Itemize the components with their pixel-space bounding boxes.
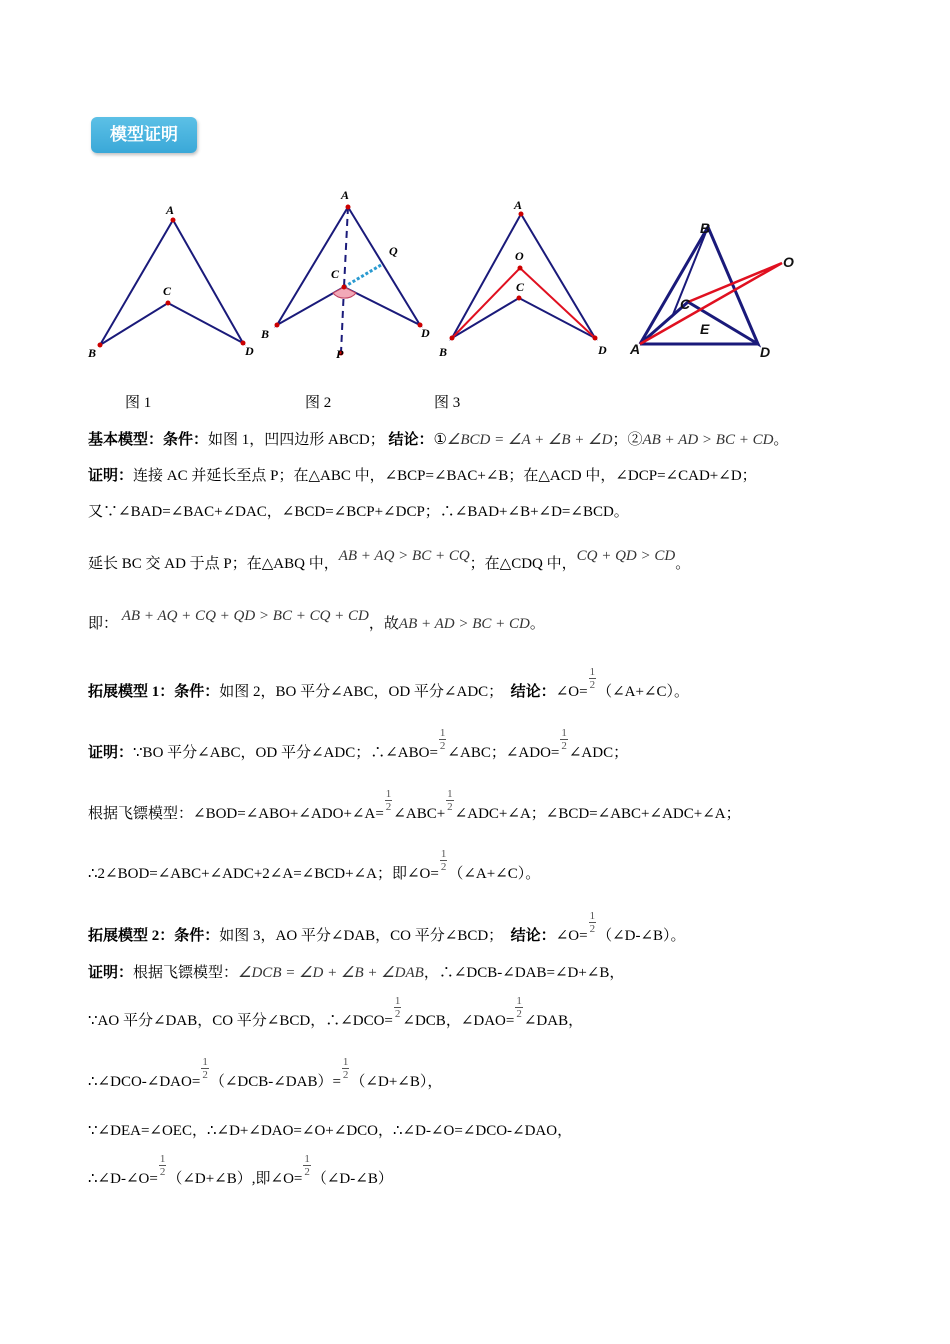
ext2-title: 拓展模型 2：条件： xyxy=(88,928,220,944)
label-c: C xyxy=(331,267,340,281)
basic-model-line xyxy=(88,428,930,449)
caption-fig2: 图 2 xyxy=(305,395,332,411)
fraction-half: $\frac{1}{2}$ xyxy=(440,848,447,874)
label-a: A xyxy=(166,203,175,217)
ext1-title-line xyxy=(88,666,930,705)
dart-abcd xyxy=(100,220,243,345)
ext2-p3-c: （∠D+∠B）， xyxy=(350,1074,443,1090)
proof4-line xyxy=(88,608,930,633)
fraction-half: $\frac{1}{2}$ xyxy=(447,788,453,814)
proof4-t3: 。 xyxy=(529,616,545,632)
label-c: C xyxy=(163,284,172,298)
fraction-half: $\frac{1}{2}$ xyxy=(516,995,522,1021)
ext1-p3-a: ∴2∠BOD=∠ABC+∠ADC+2∠A=∠BCD+∠A；即∠O= xyxy=(88,866,439,882)
dart-abcd xyxy=(277,207,420,325)
label-b: B xyxy=(439,345,448,359)
ext2-cond: 如图 3，AO 平分∠DAB，CO 平分∠BCD； xyxy=(219,928,504,944)
fraction-half: $\frac{1}{2}$ xyxy=(202,1056,208,1082)
ext1-p2-b: ∠ABC+ xyxy=(393,806,446,822)
ext2-p2-c: ∠DAB， xyxy=(523,1013,584,1029)
ext1-c-post: （∠A+∠C）。 xyxy=(597,684,689,700)
proof3-line xyxy=(88,548,930,573)
fraction-half: $\frac{1}{2}$ xyxy=(304,1153,310,1179)
ext1-proof1-line xyxy=(88,727,930,766)
proof3-m1: AB + AQ > BC + CQ xyxy=(338,548,470,564)
proof2-line xyxy=(88,500,930,521)
ext1-p1-c: ∠ADC； xyxy=(568,745,629,761)
proof1-label: 证明： xyxy=(88,468,134,484)
ext1-c-pre: ∠O= xyxy=(555,684,588,700)
fraction-half: $\frac{1}{2}$ xyxy=(589,910,596,936)
label-p: P xyxy=(336,347,344,361)
ext2-c-post: （∠D-∠B）。 xyxy=(597,928,686,944)
fraction-half: $\frac{1}{2}$ xyxy=(589,666,596,692)
label-e: E xyxy=(700,321,710,337)
label-c: C xyxy=(516,280,525,294)
label-d: D xyxy=(421,326,430,340)
basic-c1: ∠BCD = ∠A + ∠B + ∠D xyxy=(446,432,613,448)
ext2-proof4-line xyxy=(88,1119,930,1140)
ext1-p1-label: 证明： xyxy=(88,745,134,761)
proof4-m1: AB + AQ + CQ + QD > BC + CQ + CD xyxy=(121,608,369,624)
ext1-p2-c: ∠ADC+∠A；∠BCD=∠ABC+∠ADC+∠A； xyxy=(454,806,741,822)
section-badge: 模型证明 xyxy=(91,117,197,153)
fraction-half: $\frac{1}{2}$ xyxy=(561,727,567,753)
ext1-cond: 如图 2，BO 平分∠ABC，OD 平分∠ADC； xyxy=(219,684,504,700)
ext2-proof3-line xyxy=(88,1056,930,1095)
ext1-p3-b: （∠A+∠C）。 xyxy=(448,866,541,882)
ext2-p2-b: ∠DCB，∠DAO= xyxy=(402,1013,515,1029)
ext1-p1-a: ∵BO 平分∠ABC，OD 平分∠ADC；∴∠ABO= xyxy=(133,745,438,761)
label-a: A xyxy=(341,188,350,202)
figure-1 xyxy=(80,195,270,365)
proof3-t1: 延长 BC 交 AD 于点 P；在△ABQ 中， xyxy=(88,556,339,572)
ext2-p3-a: ∴∠DCO-∠DAO= xyxy=(88,1074,201,1090)
label-a: A xyxy=(514,198,523,212)
proof4-t2: ，故 xyxy=(368,616,399,632)
ext1-title: 拓展模型 1：条件： xyxy=(88,684,220,700)
label-d: D xyxy=(598,343,607,357)
label-a: A xyxy=(630,341,641,357)
ext2-proof1-line xyxy=(88,961,930,982)
label-d: D xyxy=(760,344,771,360)
basic-sep: ；② xyxy=(612,432,643,448)
basic-cond: 如图 1，凹四边形 ABCD； xyxy=(208,432,385,448)
ext2-p2-a: ∵AO 平分∠DAB，CO 平分∠BCD，∴∠DCO= xyxy=(88,1013,393,1029)
proof1-line xyxy=(88,464,930,485)
ext2-p1-a: 根据飞镖模型： xyxy=(133,965,239,981)
label-o: O xyxy=(783,254,794,270)
caption-fig1: 图 1 xyxy=(125,395,152,411)
ext1-p1-b: ∠ABC；∠ADO= xyxy=(447,745,560,761)
basic-concl-label: 结论： xyxy=(388,432,434,448)
label-o: O xyxy=(515,249,524,263)
proof3-m2: CQ + QD > CD xyxy=(576,548,676,564)
ext2-p1-m: ∠DCB = ∠D + ∠B + ∠DAB xyxy=(238,965,424,981)
proof3-t3: 。 xyxy=(675,556,691,572)
fraction-half: $\frac{1}{2}$ xyxy=(342,1056,349,1082)
figure-2 xyxy=(255,185,448,370)
basic-c1-mark: ① xyxy=(433,432,447,448)
proof3-t2: ；在△CDQ 中， xyxy=(469,556,577,572)
ext2-p3-b: （∠DCB-∠DAB）= xyxy=(209,1074,341,1090)
basic-c2: AB + AD > BC + CD xyxy=(642,432,774,448)
ext1-proof2-line xyxy=(88,788,930,827)
fraction-half: $\frac{1}{2}$ xyxy=(394,995,401,1021)
ext1-proof3-line xyxy=(88,848,930,887)
label-b: B xyxy=(700,220,711,236)
ext2-p5-b: （∠D+∠B）,即∠O= xyxy=(167,1171,303,1187)
proof4-t1: 即： xyxy=(88,616,119,632)
basic-title: 基本模型：条件： xyxy=(88,432,209,448)
ext1-concl-label: 结论： xyxy=(510,684,556,700)
label-d: D xyxy=(245,344,254,358)
dart-abcd xyxy=(452,214,595,338)
ext2-title-line xyxy=(88,910,930,949)
ext2-p1-b: ，∴∠DCB-∠DAB=∠D+∠B， xyxy=(423,965,625,981)
ext2-concl-label: 结论： xyxy=(510,928,556,944)
label-b: B xyxy=(88,346,97,360)
fraction-half: $\frac{1}{2}$ xyxy=(439,727,446,753)
proof1-text: 连接 AC 并延长至点 P；在△ABC 中，∠BCP=∠BAC+∠B；在△ACD 中，∠DCP=∠CAD+∠D； xyxy=(133,468,757,484)
label-q: Q xyxy=(389,244,398,258)
basic-end: 。 xyxy=(773,432,789,448)
ext2-proof2-line xyxy=(88,995,930,1034)
ext2-proof5-line xyxy=(88,1153,930,1192)
caption-fig3: 图 3 xyxy=(434,395,461,411)
ext1-p2-a: 根据飞镖模型：∠BOD=∠ABO+∠ADO+∠A= xyxy=(88,806,384,822)
ext2-p5-c: （∠D-∠B） xyxy=(311,1171,393,1187)
ext2-c-pre: ∠O= xyxy=(555,928,588,944)
label-b: B xyxy=(261,327,270,341)
figure-3 xyxy=(430,190,620,365)
figure-4 xyxy=(620,215,810,365)
proof2-text: 又∵∠BAD=∠BAC+∠DAC，∠BCD=∠BCP+∠DCP；∴∠BAD+∠B+∠D=∠BCD。 xyxy=(88,504,629,520)
ext2-p4: ∵∠DEA=∠OEC，∴∠D+∠DAO=∠O+∠DCO，∴∠D-∠O=∠DCO-∠DAO， xyxy=(88,1123,573,1139)
label-c: C xyxy=(680,296,691,312)
ext2-p5-a: ∴∠D-∠O= xyxy=(88,1171,158,1187)
fraction-half: $\frac{1}{2}$ xyxy=(385,788,392,814)
proof4-m2: AB + AD > BC + CD xyxy=(398,616,530,632)
ext2-p1-label: 证明： xyxy=(88,965,134,981)
fraction-half: $\frac{1}{2}$ xyxy=(159,1153,166,1179)
